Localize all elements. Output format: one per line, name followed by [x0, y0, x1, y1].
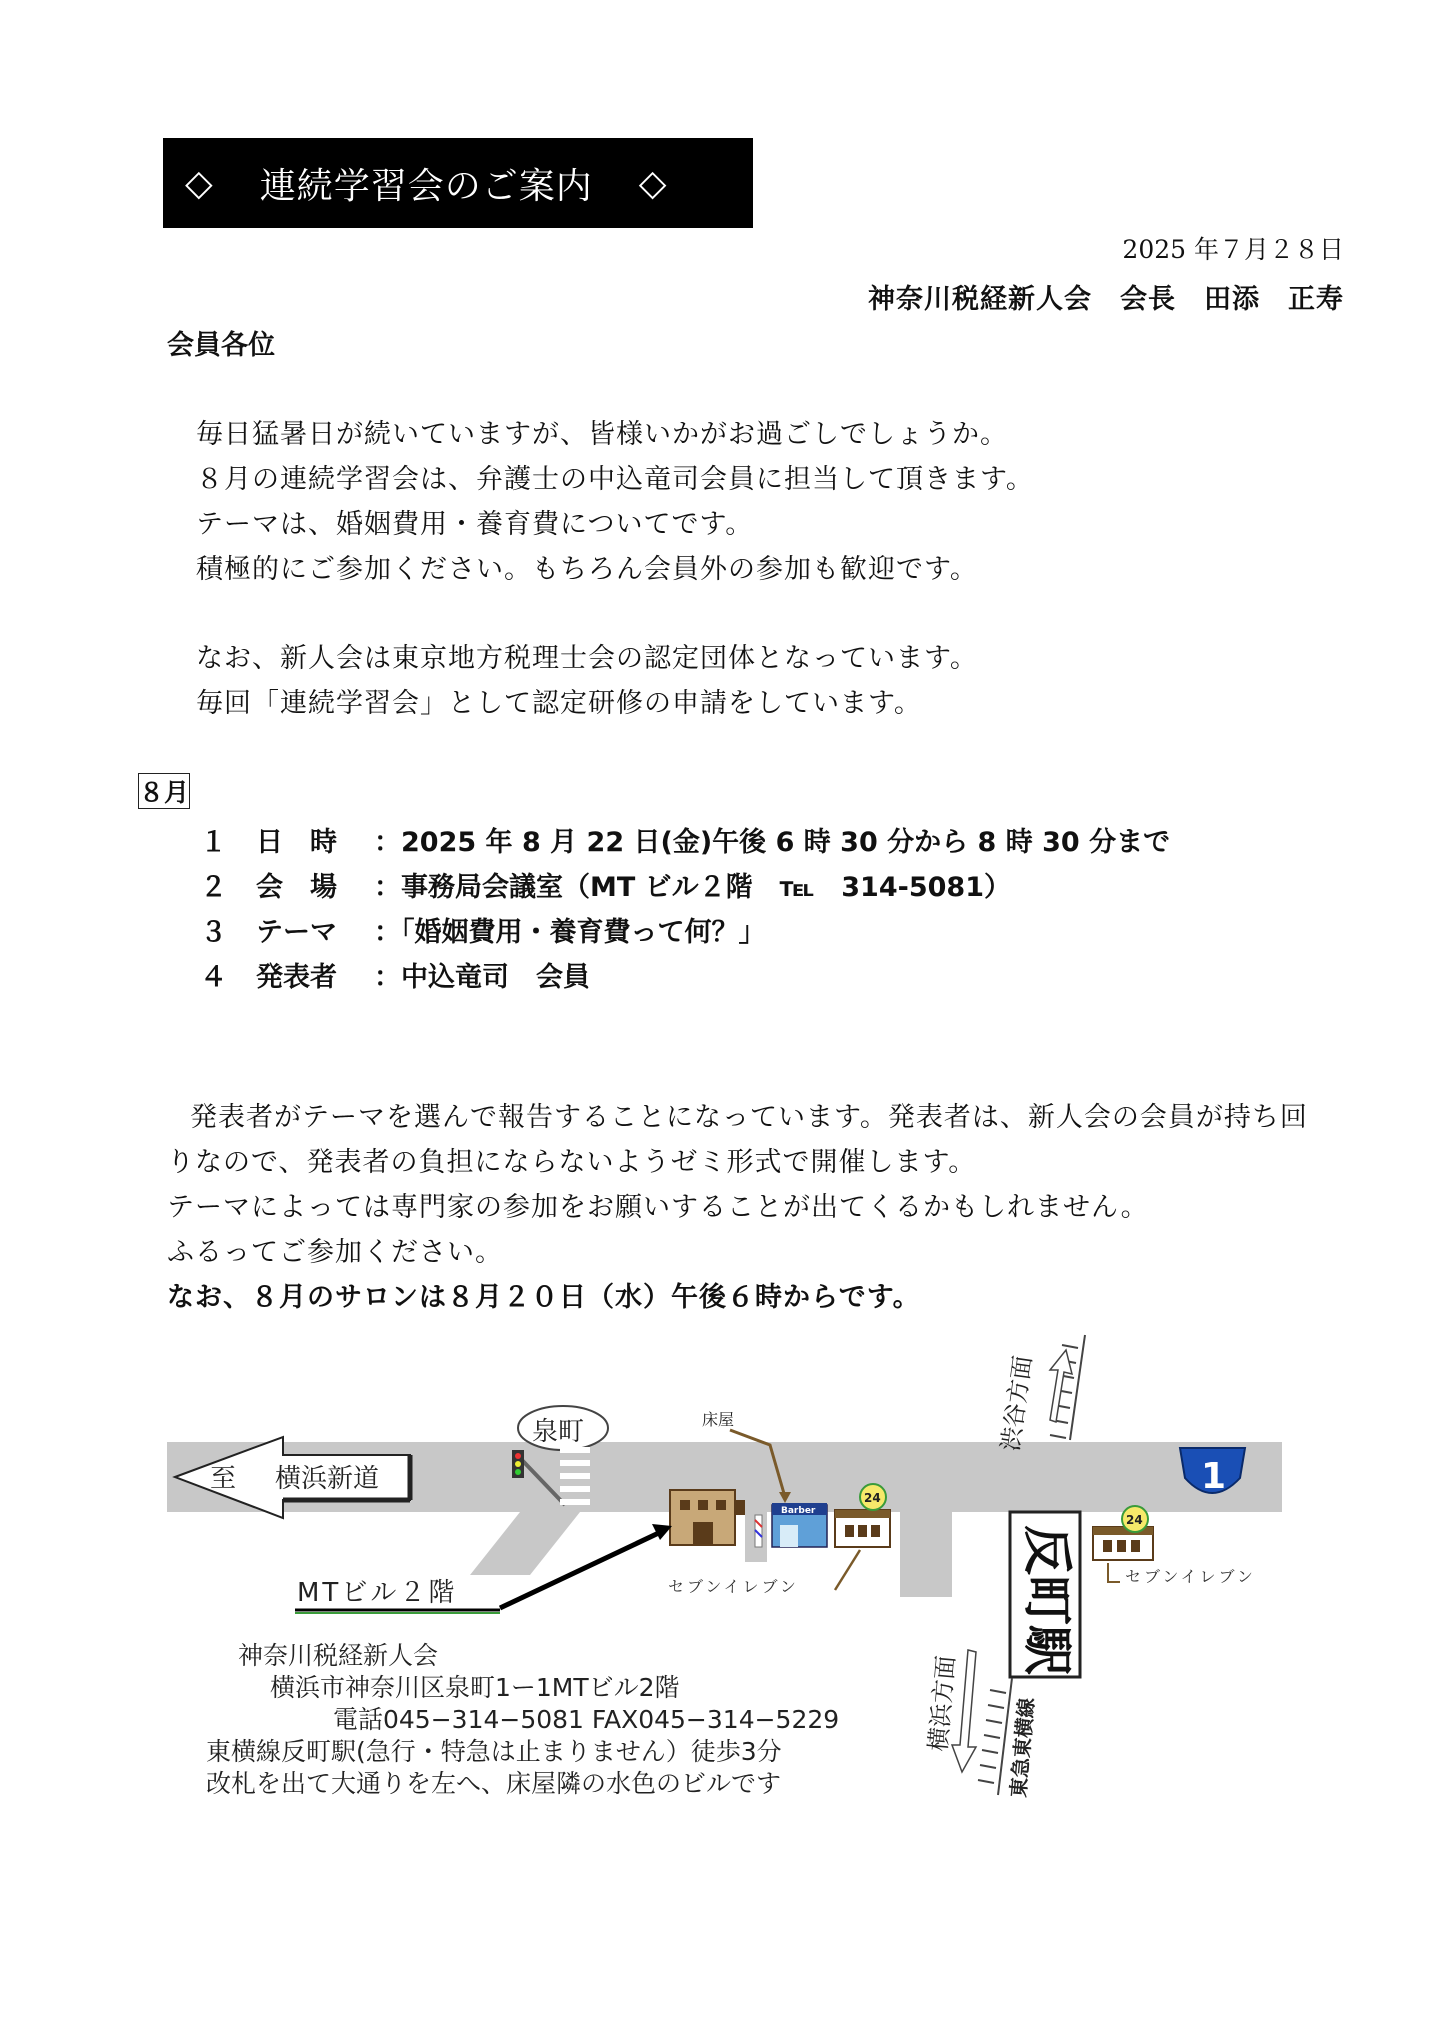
side-road-left [470, 1512, 580, 1575]
map-road-name: 横浜新道 [275, 1464, 380, 1494]
detail-label: 会 場 [256, 872, 337, 903]
document-date: 2025 年７月２８日 [1122, 235, 1344, 264]
map-shibuya: 渋谷方面 [996, 1353, 1038, 1453]
address-line: 横浜市神奈川区泉町1ー1MTビル2階 [270, 1673, 680, 1702]
mt-building-icon [670, 1490, 745, 1545]
sender-line: 神奈川税経新人会 会長 田添 正寿 [868, 284, 1344, 315]
intro-line: 毎日猛暑日が続いていますが、皆様いかがお過ごしでしょうか。 [196, 419, 1008, 450]
convenience-store-icon [1093, 1506, 1153, 1560]
map-barber-label: 床屋 [702, 1410, 735, 1429]
title-diamond-right: ◇ [638, 162, 668, 204]
detail-number: ４ [200, 962, 227, 993]
map-station: 反町駅 [1018, 1525, 1076, 1675]
footer-line: テーマによっては専門家の参加をお願いすることが出てくるかもしれません。 [167, 1192, 1149, 1223]
map-barber-sign: Barber [781, 1506, 816, 1516]
detail-label: 発表者 [256, 962, 337, 993]
footer-line: ふるってご参加ください。 [167, 1237, 503, 1268]
address-line: 改札を出て大通りを左へ、床屋隣の水色のビルです [206, 1769, 782, 1798]
detail-label: 日 時 [256, 827, 337, 858]
address-line: 東横線反町駅(急行・特急は止まりません）徒歩3分 [206, 1737, 782, 1766]
footer-line: 発表者がテーマを選んで報告することになっています。発表者は、新人会の会員が持ち回 [190, 1102, 1308, 1133]
title-diamond-left: ◇ [185, 162, 214, 204]
intro-line: テーマは、婚姻費用・養育費についてです。 [196, 509, 754, 540]
map-seven-label-2: セブンイレブン [1125, 1567, 1256, 1586]
address-line: 神奈川税経新人会 [238, 1641, 439, 1670]
address-line: 電話045−314−5081 FAX045−314−5229 [333, 1705, 840, 1734]
side-road-right [900, 1512, 952, 1597]
detail-value: ：中込竜司 会員 [374, 962, 590, 993]
shibuya-arrow [1050, 1350, 1072, 1422]
detail-value: ：事務局会議室（MT ビル２階 ℡ 314-5081） [374, 872, 1011, 903]
detail-label: テーマ [256, 917, 337, 948]
month-label: ８月 [138, 773, 190, 809]
map-line-name: 東急東横線 [1006, 1696, 1039, 1799]
map-izumicho: 泉町 [532, 1417, 585, 1447]
detail-number: ２ [200, 872, 227, 903]
detail-value: ：2025 年 8 月 22 日(金)午後 6 時 30 分から 8 時 30 分まで [374, 827, 1171, 858]
detail-value: ：「婚姻費用・養育費って何？」 [374, 917, 766, 948]
map-mt-building: MTビル２階 [297, 1578, 458, 1608]
footer-line: りなので、発表者の負担にならないようゼミ形式で開催します。 [167, 1147, 977, 1178]
map-route-number: 1 [1201, 1456, 1227, 1497]
map-seven-label: セブンイレブン [668, 1577, 799, 1596]
page-title: 連続学習会のご案内 [259, 165, 593, 207]
salon-notice: なお、８月のサロンは８月２０日（水）午後６時からです。 [167, 1282, 921, 1313]
detail-number: １ [200, 827, 227, 858]
intro-line: ８月の連続学習会は、弁護士の中込竜司会員に担当して頂きます。 [196, 464, 1034, 495]
note-line: なお、新人会は東京地方税理士会の認定団体となっています。 [196, 643, 978, 674]
map-seven-badge-2: 24 [1126, 1513, 1143, 1527]
barber-pole-icon [755, 1515, 762, 1547]
map-seven-badge: 24 [864, 1491, 881, 1505]
intro-line: 積極的にご参加ください。もちろん会員外の参加も歓迎です。 [196, 554, 978, 585]
note-line: 毎回「連続学習会」として認定研修の申請をしています。 [196, 688, 922, 719]
greeting: 会員各位 [167, 330, 275, 361]
map-yokohama: 横浜方面 [924, 1654, 961, 1753]
detail-number: ３ [200, 917, 227, 948]
map-arrow-to: 至 [210, 1464, 237, 1494]
